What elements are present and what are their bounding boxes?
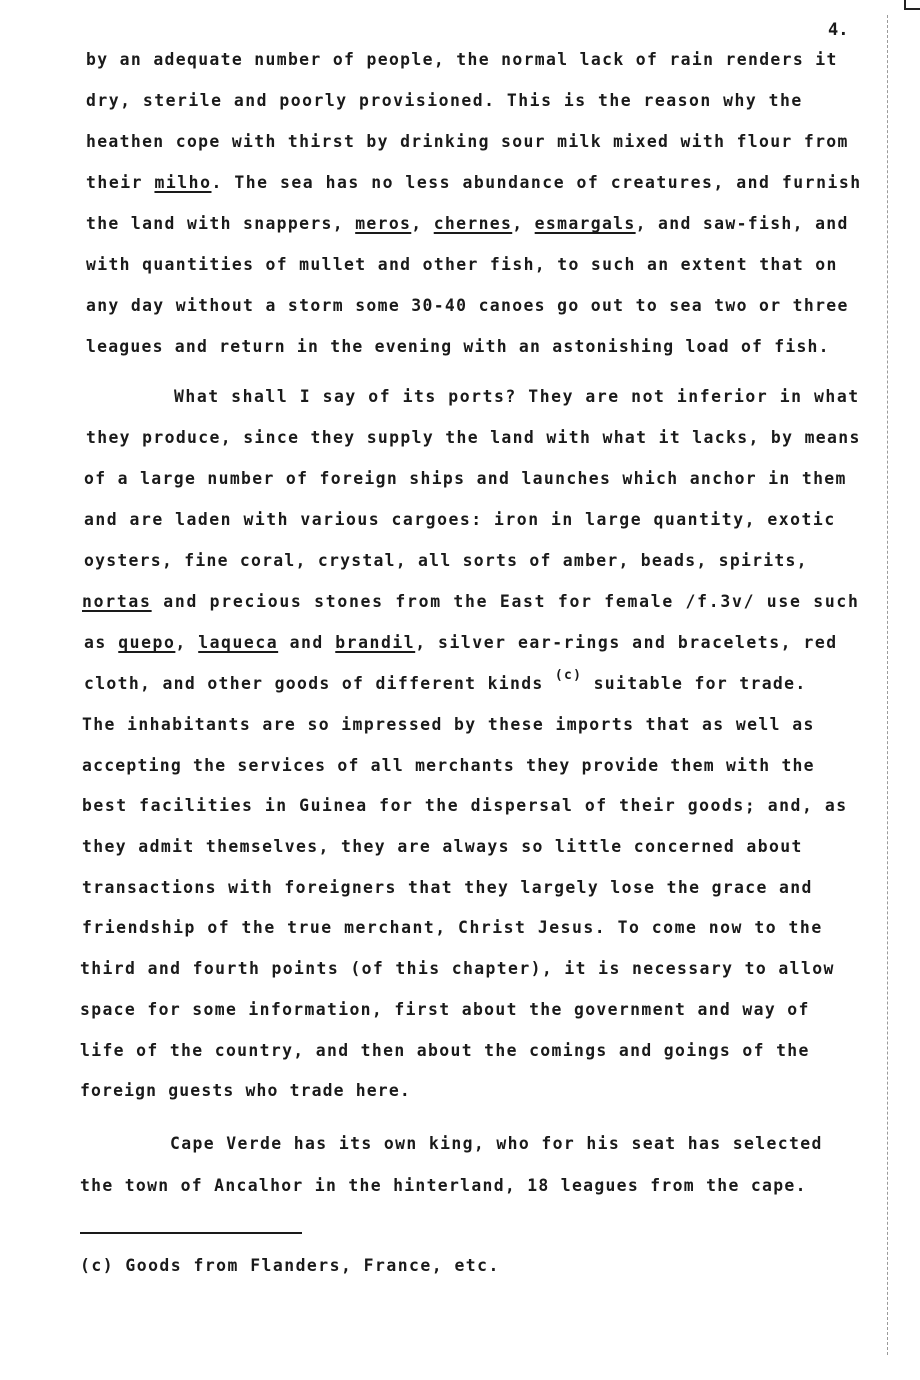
text-line [86, 296, 849, 316]
text-segment: dry, sterile and poorly provisioned. This is the reason why the [86, 91, 803, 110]
footnote: (c) Goods from Flanders, France, etc. [80, 1256, 500, 1275]
text-line [86, 255, 838, 275]
text-line [82, 918, 823, 938]
text-segment: by an adequate number of people, the normal lack of rain renders it [86, 50, 838, 69]
footnote-marker: (c) [554, 668, 583, 683]
text-segment: , [411, 214, 434, 233]
text-segment: the land with snappers, [86, 214, 356, 233]
text-segment: , silver ear-rings and bracelets, red [415, 633, 838, 652]
text-segment: foreign guests who trade here. [80, 1081, 411, 1100]
text-line [86, 132, 849, 152]
text-segment: third and fourth points (of this chapter), it is necessary to allow [80, 959, 835, 978]
underlined-term: chernes [433, 214, 513, 233]
text-line [84, 551, 808, 571]
scan-edge-mark [887, 15, 888, 1355]
underlined-term: quepo [118, 633, 176, 652]
text-segment: and precious stones from the East for female /f.3v/ use such [151, 592, 860, 611]
underlined-term: laqueca [198, 633, 279, 652]
text-segment: suitable for trade. [582, 674, 807, 693]
text-segment: The inhabitants are so impressed by these imports that as well as [82, 715, 815, 734]
text-segment: their [86, 173, 155, 192]
underlined-term: nortas [82, 592, 152, 611]
text-segment: they produce, since they supply the land with what it lacks, by means [86, 428, 861, 447]
text-line [82, 878, 813, 898]
text-segment: and [278, 633, 336, 652]
underlined-term: brandil [335, 633, 416, 652]
text-line [80, 1081, 411, 1101]
text-segment: the town of Ancalhor in the hinterland, 18 leagues from the cape. [80, 1176, 807, 1195]
text-line [80, 1041, 810, 1061]
text-segment: space for some information, first about the government and way of [80, 1000, 810, 1019]
underlined-term: esmargals [534, 214, 636, 233]
text-line [80, 1176, 807, 1196]
text-line [82, 796, 848, 816]
text-line [86, 91, 803, 111]
text-line [82, 715, 815, 735]
text-segment: , [512, 214, 535, 233]
text-line [84, 668, 807, 696]
text-line [84, 510, 836, 530]
text-segment: any day without a storm some 30-40 canoes go out to sea two or three [86, 296, 849, 315]
text-line [86, 337, 830, 357]
text-segment: Cape Verde has its own king, who for his seat has selected [170, 1134, 823, 1153]
footnote-rule [80, 1232, 302, 1234]
text-segment: life of the country, and then about the comings and goings of the [80, 1041, 810, 1060]
text-line [80, 1000, 810, 1020]
scan-corner-mark [904, 0, 920, 10]
text-segment: accepting the services of all merchants they provide them with the [82, 756, 815, 775]
underlined-term: meros [355, 214, 412, 233]
text-line [82, 756, 815, 776]
text-segment: , [175, 633, 199, 652]
text-segment: leagues and return in the evening with an astonishing load of fish. [86, 337, 830, 356]
text-line [86, 214, 849, 234]
text-line [86, 173, 862, 193]
text-segment: cloth, and other goods of different kinds [84, 674, 555, 693]
text-segment: oysters, fine coral, crystal, all sorts of amber, beads, spirits, [84, 551, 808, 570]
text-segment: best facilities in Guinea for the dispersal of their goods; and, as [82, 796, 848, 815]
text-segment: . The sea has no less abundance of creatures, and furnish [211, 173, 862, 192]
text-line [80, 959, 835, 979]
text-segment: What shall I say of its ports? They are not inferior in what [174, 387, 860, 406]
text-line [86, 428, 861, 448]
text-line [86, 50, 838, 70]
text-segment: transactions with foreigners that they largely lose the grace and [82, 878, 813, 897]
text-line [174, 387, 860, 407]
text-line [82, 592, 860, 612]
text-segment: of a large number of foreign ships and launches which anchor in them [84, 469, 847, 488]
text-segment: friendship of the true merchant, Christ Jesus. To come now to the [82, 918, 823, 937]
text-line [170, 1134, 823, 1154]
text-line [82, 837, 803, 857]
text-segment: with quantities of mullet and other fish, to such an extent that on [86, 255, 838, 274]
text-line [84, 633, 838, 653]
text-segment: and are laden with various cargoes: iron in large quantity, exotic [84, 510, 836, 529]
text-segment: as [84, 633, 119, 652]
text-segment: , and saw-fish, and [635, 214, 849, 233]
page-number: 4. [828, 20, 849, 40]
text-segment: they admit themselves, they are always so little concerned about [82, 837, 803, 856]
underlined-term: milho [154, 173, 212, 192]
text-line [84, 469, 847, 489]
text-segment: heathen cope with thirst by drinking sour milk mixed with flour from [86, 132, 849, 151]
